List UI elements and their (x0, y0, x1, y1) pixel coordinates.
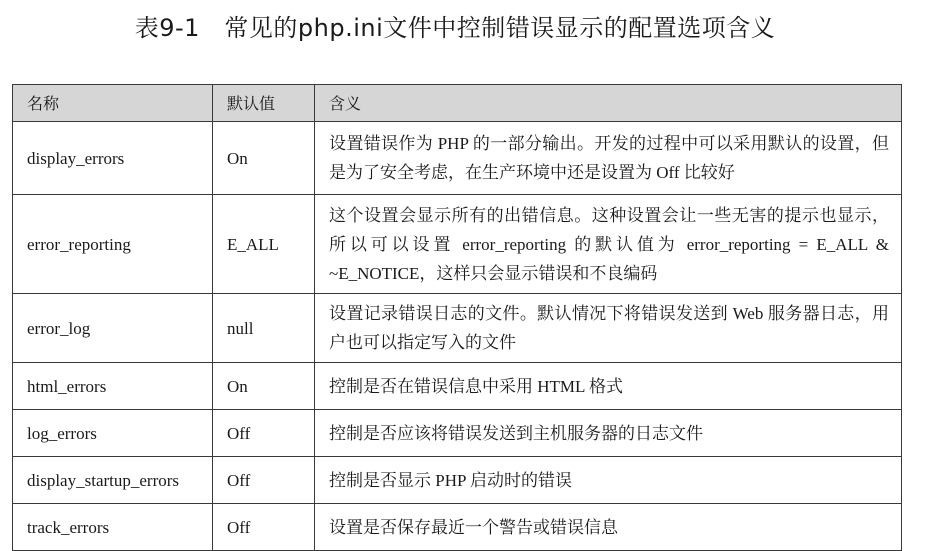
table-row (13, 294, 902, 363)
option-default: On (213, 363, 315, 410)
option-default: Off (213, 504, 315, 551)
option-meaning: 设置记录错误日志的文件。默认情况下将错误发送到 Web 服务器日志，用户也可以指定写入的文件 (315, 294, 902, 363)
header-name: 名称 (13, 85, 213, 122)
option-default: Off (213, 457, 315, 504)
table-row (13, 504, 902, 551)
header-meaning: 含义 (315, 85, 902, 122)
option-name: error_log (13, 294, 213, 363)
option-meaning: 这个设置会显示所有的出错信息。这种设置会让一些无害的提示也显示，所以可以设置 error_reporting 的默认值为 error_reporting = E_ALL & ~E_NOTICE，这样只会显示错误和不良编码 (315, 195, 902, 294)
option-name: track_errors (13, 504, 213, 551)
option-meaning: 设置是否保存最近一个警告或错误信息 (315, 504, 902, 551)
option-name: display_startup_errors (13, 457, 213, 504)
option-default: On (213, 122, 315, 195)
config-options-table (12, 84, 902, 551)
option-name: html_errors (13, 363, 213, 410)
option-meaning: 设置错误作为 PHP 的一部分输出。开发的过程中可以采用默认的设置，但是为了安全考虑，在生产环境中还是设置为 Off 比较好 (315, 122, 902, 195)
table-row (13, 122, 902, 195)
table-row (13, 195, 902, 294)
table-row (13, 363, 902, 410)
option-name: display_errors (13, 122, 213, 195)
option-meaning: 控制是否应该将错误发送到主机服务器的日志文件 (315, 410, 902, 457)
table-row (13, 410, 902, 457)
option-name: log_errors (13, 410, 213, 457)
table-row (13, 457, 902, 504)
option-default: null (213, 294, 315, 363)
table-header-row (13, 85, 902, 122)
option-name: error_reporting (13, 195, 213, 294)
option-default: E_ALL (213, 195, 315, 294)
option-meaning: 控制是否在错误信息中采用 HTML 格式 (315, 363, 902, 410)
option-default: Off (213, 410, 315, 457)
header-default: 默认值 (213, 85, 315, 122)
table-caption: 表9-1 常见的php.ini文件中控制错误显示的配置选项含义 (134, 14, 776, 42)
option-meaning: 控制是否显示 PHP 启动时的错误 (315, 457, 902, 504)
